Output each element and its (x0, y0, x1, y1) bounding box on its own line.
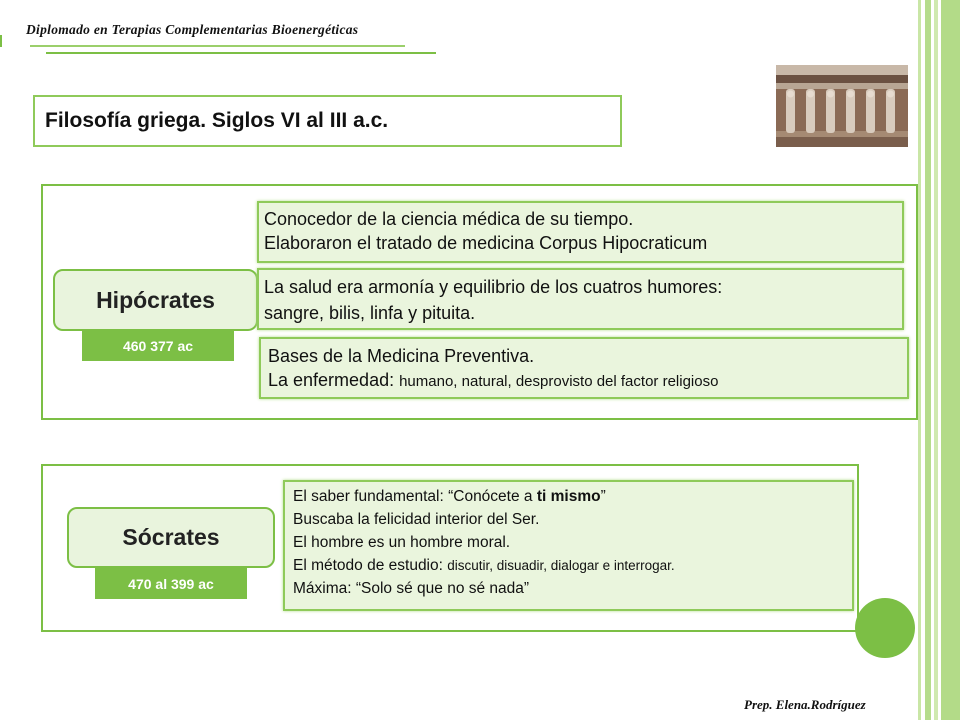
decor-stripe (941, 0, 960, 720)
slide-title-text: Filosofía griega. Siglos VI al III a.c. (45, 109, 389, 132)
text-line: Conocedor de la ciencia médica de su tiempo. (264, 209, 634, 229)
socrates-box (283, 480, 854, 611)
socrates-name: Sócrates (122, 524, 220, 550)
text-line: sangre, bilis, linfa y pituita. (264, 303, 476, 323)
decor-stripe (925, 0, 931, 720)
decor-stripe (918, 0, 921, 720)
text-segment: ” (600, 488, 606, 505)
hipocrates-box-1 (257, 201, 904, 263)
text-line: Buscaba la felicidad interior del Ser. (293, 511, 540, 528)
hipocrates-box-3 (259, 337, 909, 399)
header-rule (30, 45, 405, 47)
text-line: La salud era armonía y equilibrio de los cuatros humores: (264, 277, 723, 297)
text-segment: La enfermedad: (268, 370, 400, 390)
text-segment: humano, natural, desprovisto del factor religioso (399, 373, 719, 390)
header-rule (0, 35, 2, 47)
text-segment: El saber fundamental: “Conócete a (293, 488, 537, 505)
header-title: Diplomado en Terapias Complementarias Bioenergéticas (26, 22, 359, 37)
text-segment: discutir, disuadir, dialogar e interrogar. (447, 558, 675, 573)
hipocrates-box-2 (257, 268, 904, 330)
text-line (268, 368, 907, 394)
hipocrates-dates: 460 377 ac (122, 338, 194, 354)
socrates-dates-badge (95, 568, 247, 599)
footer-credit: Prep. Elena.Rodríguez (744, 697, 866, 712)
text-segment: ti mismo (536, 488, 601, 505)
text-line: Máxima: “Solo sé que no sé nada” (293, 580, 530, 597)
text-line: El hombre es un hombre moral. (293, 534, 511, 551)
text-line: Bases de la Medicina Preventiva. (268, 346, 535, 366)
text-line (293, 485, 852, 508)
hipocrates-dates-badge (82, 331, 234, 361)
text-line (293, 554, 852, 577)
header-rule (46, 52, 436, 54)
hipocrates-name-badge (53, 269, 258, 331)
socrates-dates: 470 al 399 ac (128, 575, 214, 592)
text-line: Elaboraron el tratado de medicina Corpus Hipocraticum (264, 233, 708, 253)
text-segment: El método de estudio: (293, 557, 448, 574)
greek-temple-image (776, 65, 908, 147)
slide-title (33, 95, 622, 147)
hipocrates-name: Hipócrates (96, 286, 215, 313)
socrates-name-badge (67, 507, 275, 568)
decor-stripe (934, 0, 938, 720)
decor-circle (855, 598, 915, 658)
